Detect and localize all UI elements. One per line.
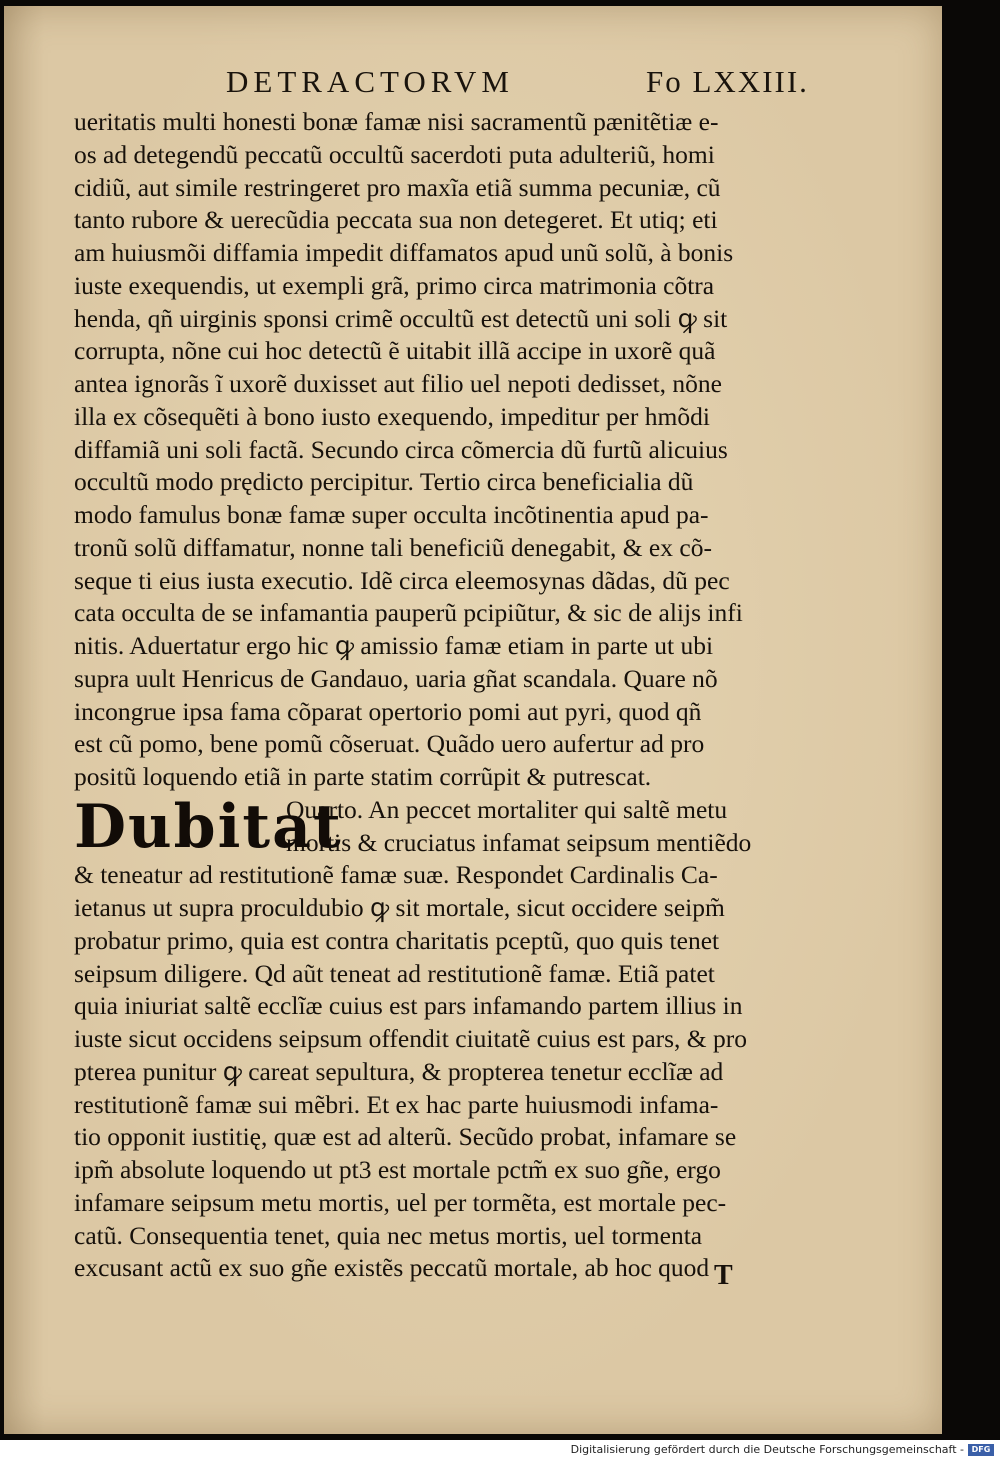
running-head-title: DETRACTORVM bbox=[226, 64, 514, 99]
text-line: am huiusmõi diffamia impedit diffamatos apud unũ solũ, à bonis bbox=[74, 238, 734, 267]
text-line: seque ti eius iusta executio. Idẽ circa eleemosynas dãdas, dũ pec bbox=[74, 565, 730, 595]
text-line: diffamiã uni soli factã. Secundo circa cõmercia dũ furtũ alicuius bbox=[74, 434, 728, 464]
text-line: os ad detegendũ peccatũ occultũ sacerdoti puta adulteriũ, homi bbox=[74, 139, 715, 169]
text-line: positũ loquendo etiã in parte statim corrũpit & putrescat. bbox=[74, 762, 652, 791]
text-line: occultũ modo prędicto percipitur. Tertio circa beneficialia dũ bbox=[74, 467, 694, 497]
text-line: ietanus ut supra proculdubio ꝙ sit mortale, sicut occidere seipm̃ bbox=[74, 893, 725, 922]
text-line: tanto rubore & uerecũdia peccata sua non detegeret. Et utiq; eti bbox=[74, 205, 718, 235]
text-line: mortis & cruciatus infamat seipsum mentiẽdo bbox=[286, 827, 752, 857]
running-head bbox=[4, 64, 942, 104]
text-line: iuste exequendis, ut exempli grã, primo circa matrimonia cõtra bbox=[74, 270, 715, 300]
section-initial-dubitat: Dubitat bbox=[74, 791, 343, 862]
text-line: iuste sicut occidens seipsum offendit ciuitatẽ cuius est pars, & pro bbox=[74, 1024, 748, 1053]
text-line: illa ex cõsequẽti à bono iusto exequendo, impeditur per hmõdi bbox=[74, 401, 710, 431]
text-line: Quarto. An peccet mortaliter qui saltẽ metu bbox=[286, 794, 728, 824]
text-line: catũ. Consequentia tenet, quia nec metus mortis, uel tormenta bbox=[74, 1220, 703, 1250]
text-line: supra uult Henricus de Gandauo, uaria gñat scandala. Quare nõ bbox=[74, 663, 718, 693]
dubitat-section bbox=[74, 791, 842, 862]
text-line: modo famulus bonæ famæ super occulta incõtinentia apud pa- bbox=[74, 500, 709, 529]
book-page bbox=[4, 6, 942, 1434]
dfg-logo-icon: DFG bbox=[968, 1444, 994, 1456]
text-line: est cũ pomo, bene pomũ cõseruat. Quãdo uero aufertur ad pro bbox=[74, 729, 705, 759]
text-line: seipsum diligere. Qd aũt teneat ad restitutionẽ famæ. Etiã patet bbox=[74, 958, 715, 988]
text-line: incongrue ipsa fama cõparat opertorio pomi aut pyri, quod qñ bbox=[74, 696, 702, 726]
text-line: henda, qñ uirginis sponsi crimẽ occultũ est detectũ uni soli ꝙ sit bbox=[74, 303, 728, 333]
text-line: tronũ solũ diffamatur, nonne tali beneficiũ denegabit, & ex cõ- bbox=[74, 532, 712, 562]
main-text-block bbox=[74, 106, 842, 1285]
text-line: restitutionẽ famæ sui mẽbri. Et ex hac parte huiusmodi infama- bbox=[74, 1089, 719, 1119]
text-line: quia iniuriat saltẽ ecclĩæ cuius est pars infamando partem illius in bbox=[74, 991, 743, 1021]
text-line: ipm̃ absolute loquendo ut pt3 est mortale pctm̃ ex suo gñe, ergo bbox=[74, 1155, 721, 1184]
text-line: antea ignorãs ĩ uxorẽ duxisset aut filio uel nepoti dedisset, nõne bbox=[74, 369, 722, 398]
digitization-credit-bar bbox=[0, 1440, 1000, 1460]
text-line: probatur primo, quia est contra charitatis pceptũ, quo quis tenet bbox=[74, 925, 720, 955]
text-line: ueritatis multi honesti bonæ famæ nisi sacramentũ pænitẽtiæ e- bbox=[74, 107, 719, 136]
text-line: excusant actũ ex suo gñe existẽs peccatũ mortale, ab hoc quod bbox=[74, 1253, 710, 1283]
credit-text: Digitalisierung gefördert durch die Deutsche Forschungsgemeinschaft - bbox=[570, 1443, 964, 1456]
text-line: tio opponit iustitię, quæ est ad alterũ. Secũdo probat, infamare se bbox=[74, 1122, 737, 1152]
text-line: infamare seipsum metu mortis, uel per tormẽta, est mortale pec- bbox=[74, 1187, 727, 1217]
text-line: corrupta, nõne cui hoc detectũ ẽ uitabit illã accipe in uxorẽ quã bbox=[74, 336, 716, 366]
text-line: cata occulta de se infamantia pauperũ pcipiũtur, & sic de alijs infi bbox=[74, 598, 743, 628]
text-line: nitis. Aduertatur ergo hic ꝙ amissio famæ etiam in parte ut ubi bbox=[74, 631, 714, 660]
text-line: & teneatur ad restitutionẽ famæ suæ. Respondet Cardinalis Ca- bbox=[74, 860, 718, 890]
text-line: pterea punitur ꝙ careat sepultura, & propterea tenetur ecclĩæ ad bbox=[74, 1056, 724, 1086]
folio-number: Fo LXXIII. bbox=[646, 64, 809, 99]
text-line: cidiũ, aut simile restringeret pro maxĩa etiã summa pecuniæ, cũ bbox=[74, 172, 721, 202]
catchword: T bbox=[714, 1260, 733, 1291]
